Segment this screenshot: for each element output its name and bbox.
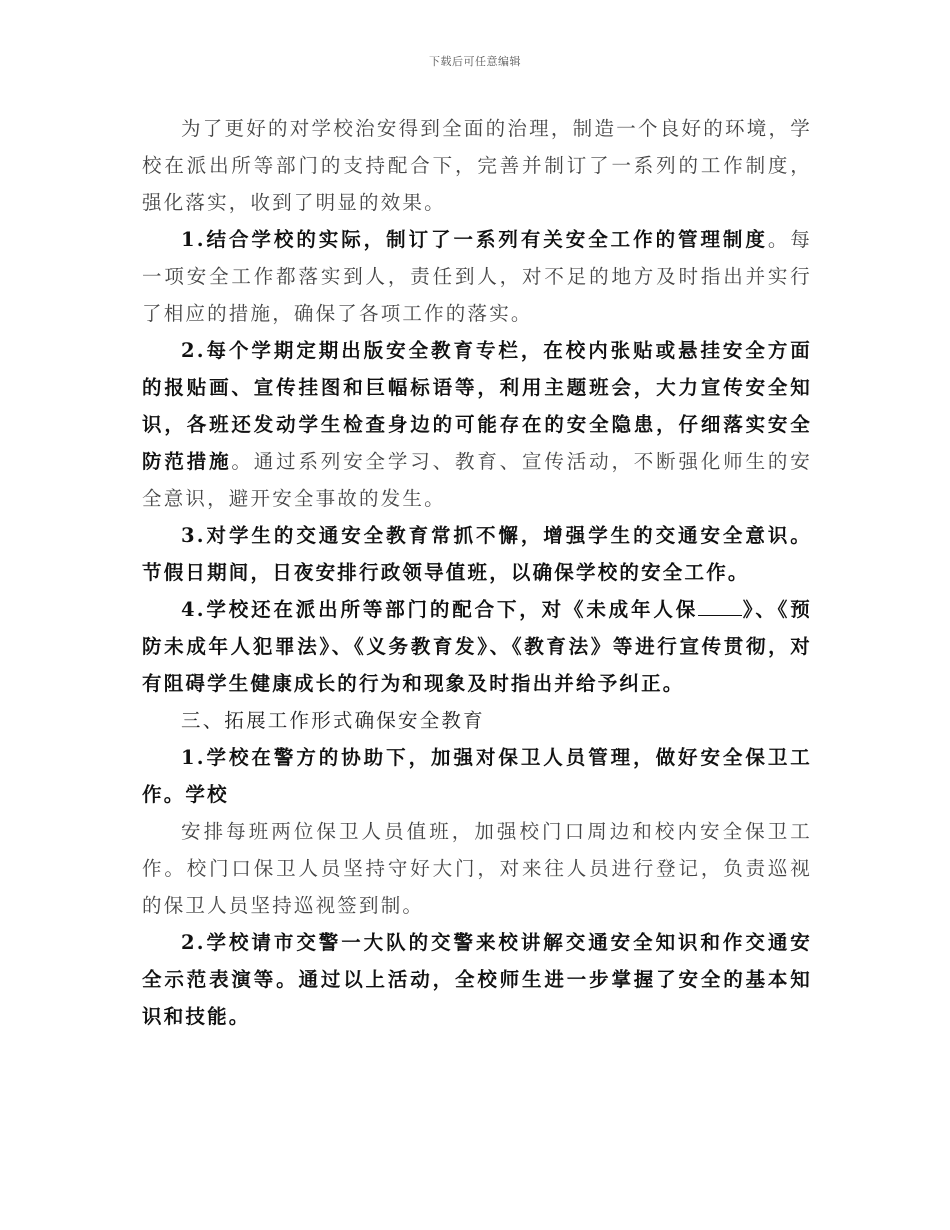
document-body — [142, 110, 812, 1035]
item-2-paragraph — [142, 332, 812, 517]
section-3-item-1-paragraph: 1.学校在警方的协助下，加强对保卫人员管理，做好安全保卫工作。学校 — [142, 746, 812, 806]
item-1-bold-text: 1.结合学校的实际，制订了一系列有关安全工作的管理制度 — [181, 228, 768, 251]
item-4-text-after-blank: 》、《预防未成年人犯罪法》、《义务教育发》、《教育法》等进行宣传贯彻，对有阻碍学生健康成长的行为和现象及时指出并给予纠正。 — [142, 598, 812, 695]
item-2-bold-text: 2.每个学期定期出版安全教育专栏，在校内张贴或悬挂安全方面的报贴画、宣传挂图和巨幅标语等，利用主题班会，大力宣传安全知识，各班还发动学生检查身边的可能存在的安全隐患，仔细落实安全防范措施 — [142, 339, 812, 473]
item-4-text-before-blank: 4.学校还在派出所等部门的配合下，对《未成年人保 — [181, 598, 699, 621]
item-3-paragraph: 3.对学生的交通安全教育常抓不懈，增强学生的交通安全意识。节假日期间，日夜安排行政领导值班，以确保学校的安全工作。 — [142, 524, 812, 584]
item-1-normal-text: 。每一项安全工作都落实到人，责任到人，对不足的地方及时指出并实行了相应的措施，确保了各项工作的落实。 — [142, 228, 812, 325]
page-header: 下载后可任意编辑 — [429, 55, 521, 68]
item-4-paragraph — [142, 591, 812, 702]
section-3-heading: 三、拓展工作形式确保安全教育 — [181, 709, 485, 732]
item-1-paragraph — [142, 221, 812, 332]
item-2-normal-text: 。通过系列安全学习、教育、宣传活动，不断强化师生的安全意识，避开安全事故的发生。 — [142, 450, 812, 510]
section-3-item-1-continuation: 安排每班两位保卫人员值班，加强校门口周边和校内安全保卫工作。校门口保卫人员坚持守好大门，对来往人员进行登记，负责巡视的保卫人员坚持巡视签到制。 — [142, 820, 812, 917]
section-3-item-2-paragraph: 2.学校请市交警一大队的交警来校讲解交通安全知识和作交通安全示范表演等。通过以上活动，全校师生进一步掌握了安全的基本知识和技能。 — [142, 931, 812, 1028]
blank-underline — [698, 597, 742, 616]
intro-paragraph: 为了更好的对学校治安得到全面的治理，制造一个良好的环境，学校在派出所等部门的支持配合下，完善并制订了一系列的工作制度，强化落实，收到了明显的效果。 — [142, 117, 812, 214]
